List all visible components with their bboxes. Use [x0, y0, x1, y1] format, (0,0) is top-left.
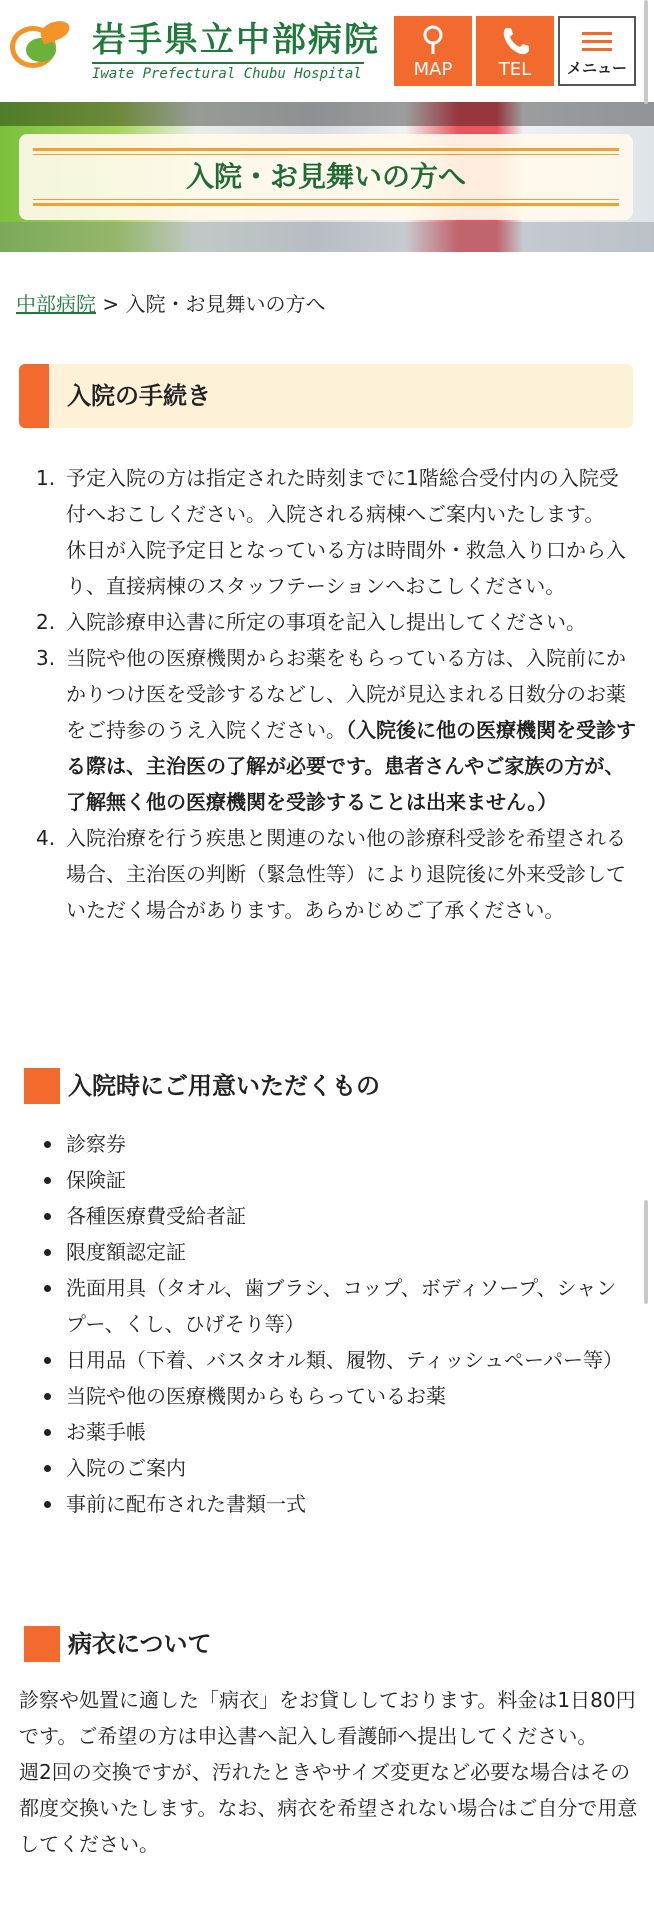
- tel-button-label: TEL: [498, 59, 532, 80]
- list-item: 限度額認定証: [36, 1234, 636, 1270]
- admission-steps-list: [36, 460, 636, 928]
- list-number: 1.: [36, 466, 56, 490]
- list-item: 各種医療費受給者証: [36, 1198, 636, 1234]
- section-title: 入院の手続き: [67, 382, 211, 410]
- page-title: 入院・お見舞いの方へ: [185, 160, 466, 193]
- tel-button[interactable]: [476, 16, 554, 86]
- list-number: 3.: [36, 646, 56, 670]
- menu-button[interactable]: [558, 16, 636, 86]
- map-pin-icon: [394, 24, 472, 56]
- list-number: 2.: [36, 610, 56, 634]
- breadcrumb-home-link[interactable]: 中部病院: [16, 292, 96, 316]
- list-item: 入院のご案内: [36, 1450, 636, 1486]
- list-item: [36, 820, 636, 928]
- hero-rule: [33, 148, 619, 151]
- hero-banner: [0, 102, 654, 252]
- hospital-logo-icon[interactable]: [10, 22, 62, 74]
- list-item: 保険証: [36, 1162, 636, 1198]
- heading-accent-square: [24, 1626, 60, 1662]
- paragraph-text: 診察や処置に適した「病衣」をお貸ししております。料金は1日80円です。ご希望の方は申込書へ記入し看護師へ提出してください。: [19, 1688, 636, 1748]
- list-item-note: （入院後に他の医療機関を受診する際は、主治医の了解が必要です。患者さんやご家族の方が、了解無く他の医療機関を受診することは出来ません。）: [66, 718, 636, 814]
- gown-description: [19, 1682, 639, 1862]
- list-item-text: 当院や他の医療機関からお薬をもらっている方は、入院前にかかりつけ医を受診するなどし、入院が見込まれる日数分のお薬をご持参のうえ入院ください。: [66, 646, 626, 742]
- section-title: 入院時にご用意いただくもの: [68, 1072, 380, 1100]
- breadcrumb: [16, 290, 325, 318]
- logo-leaf: [38, 17, 72, 44]
- hero-rule: [33, 199, 619, 200]
- list-item-text: 休日が入院予定日となっている方は時間外・救急入り口から入り、直接病棟のスタッフテーションへおこしください。: [66, 538, 626, 598]
- hospital-name-underline: [92, 62, 364, 64]
- map-button[interactable]: [394, 16, 472, 86]
- list-item: 洗面用具（タオル、歯ブラシ、コップ、ボディソープ、シャンプー、くし、ひげそり等）: [36, 1270, 636, 1342]
- section-heading-admission: [19, 364, 633, 428]
- hero-ceiling: [0, 102, 654, 126]
- heading-accent-square: [24, 1068, 60, 1104]
- items-to-bring-list: [36, 1126, 636, 1522]
- hero-rule: [33, 203, 619, 206]
- paragraph-text: 週2回の交換ですが、汚れたときやサイズ変更など必要な場合はその都度交換いたします。なお、病衣を希望されない場合はご自分で用意してください。: [19, 1760, 638, 1856]
- hero-title-box: [19, 134, 633, 220]
- menu-button-label: メニュー: [566, 59, 627, 77]
- hero-floor: [0, 222, 654, 252]
- list-item: お薬手帳: [36, 1414, 636, 1450]
- list-item-text: 入院治療を行う疾患と関連のない他の診療科受診を希望される場合、主治医の判断（緊急性等）により退院後に外来受診していただく場合があります。あらかじめご了承ください。: [66, 826, 626, 922]
- section-title: 病衣について: [68, 1630, 212, 1658]
- list-item: [36, 460, 636, 604]
- breadcrumb-current: 入院・お見舞いの方へ: [125, 292, 326, 316]
- list-item: 事前に配布された書類一式: [36, 1486, 636, 1522]
- scrollbar-thumb-top[interactable]: [644, 0, 648, 104]
- breadcrumb-separator: >: [96, 292, 126, 316]
- hospital-name[interactable]: 岩手県立中部病院: [92, 20, 380, 60]
- hamburger-icon: [560, 26, 634, 58]
- phone-icon: [476, 24, 554, 56]
- list-item: 診察券: [36, 1126, 636, 1162]
- list-item: [36, 640, 636, 820]
- hero-rule: [33, 154, 619, 155]
- site-header: [0, 0, 654, 102]
- list-item-text: 入院診療申込書に所定の事項を記入し提出してください。: [66, 610, 586, 634]
- list-item: 当院や他の医療機関からもらっているお薬: [36, 1378, 636, 1414]
- map-button-label: MAP: [413, 59, 453, 80]
- list-item-text: 予定入院の方は指定された時刻までに1階総合受付内の入院受付へおこしください。入院される病棟へご案内いたします。: [66, 466, 619, 526]
- list-item: 日用品（下着、バスタオル類、履物、ティッシュペーパー等）: [36, 1342, 636, 1378]
- list-number: 4.: [36, 826, 56, 850]
- scrollbar-thumb[interactable]: [644, 1200, 648, 1304]
- hospital-name-en: Iwate Prefectural Chubu Hospital: [92, 66, 362, 82]
- list-item: [36, 604, 636, 640]
- heading-accent-bar: [19, 364, 49, 428]
